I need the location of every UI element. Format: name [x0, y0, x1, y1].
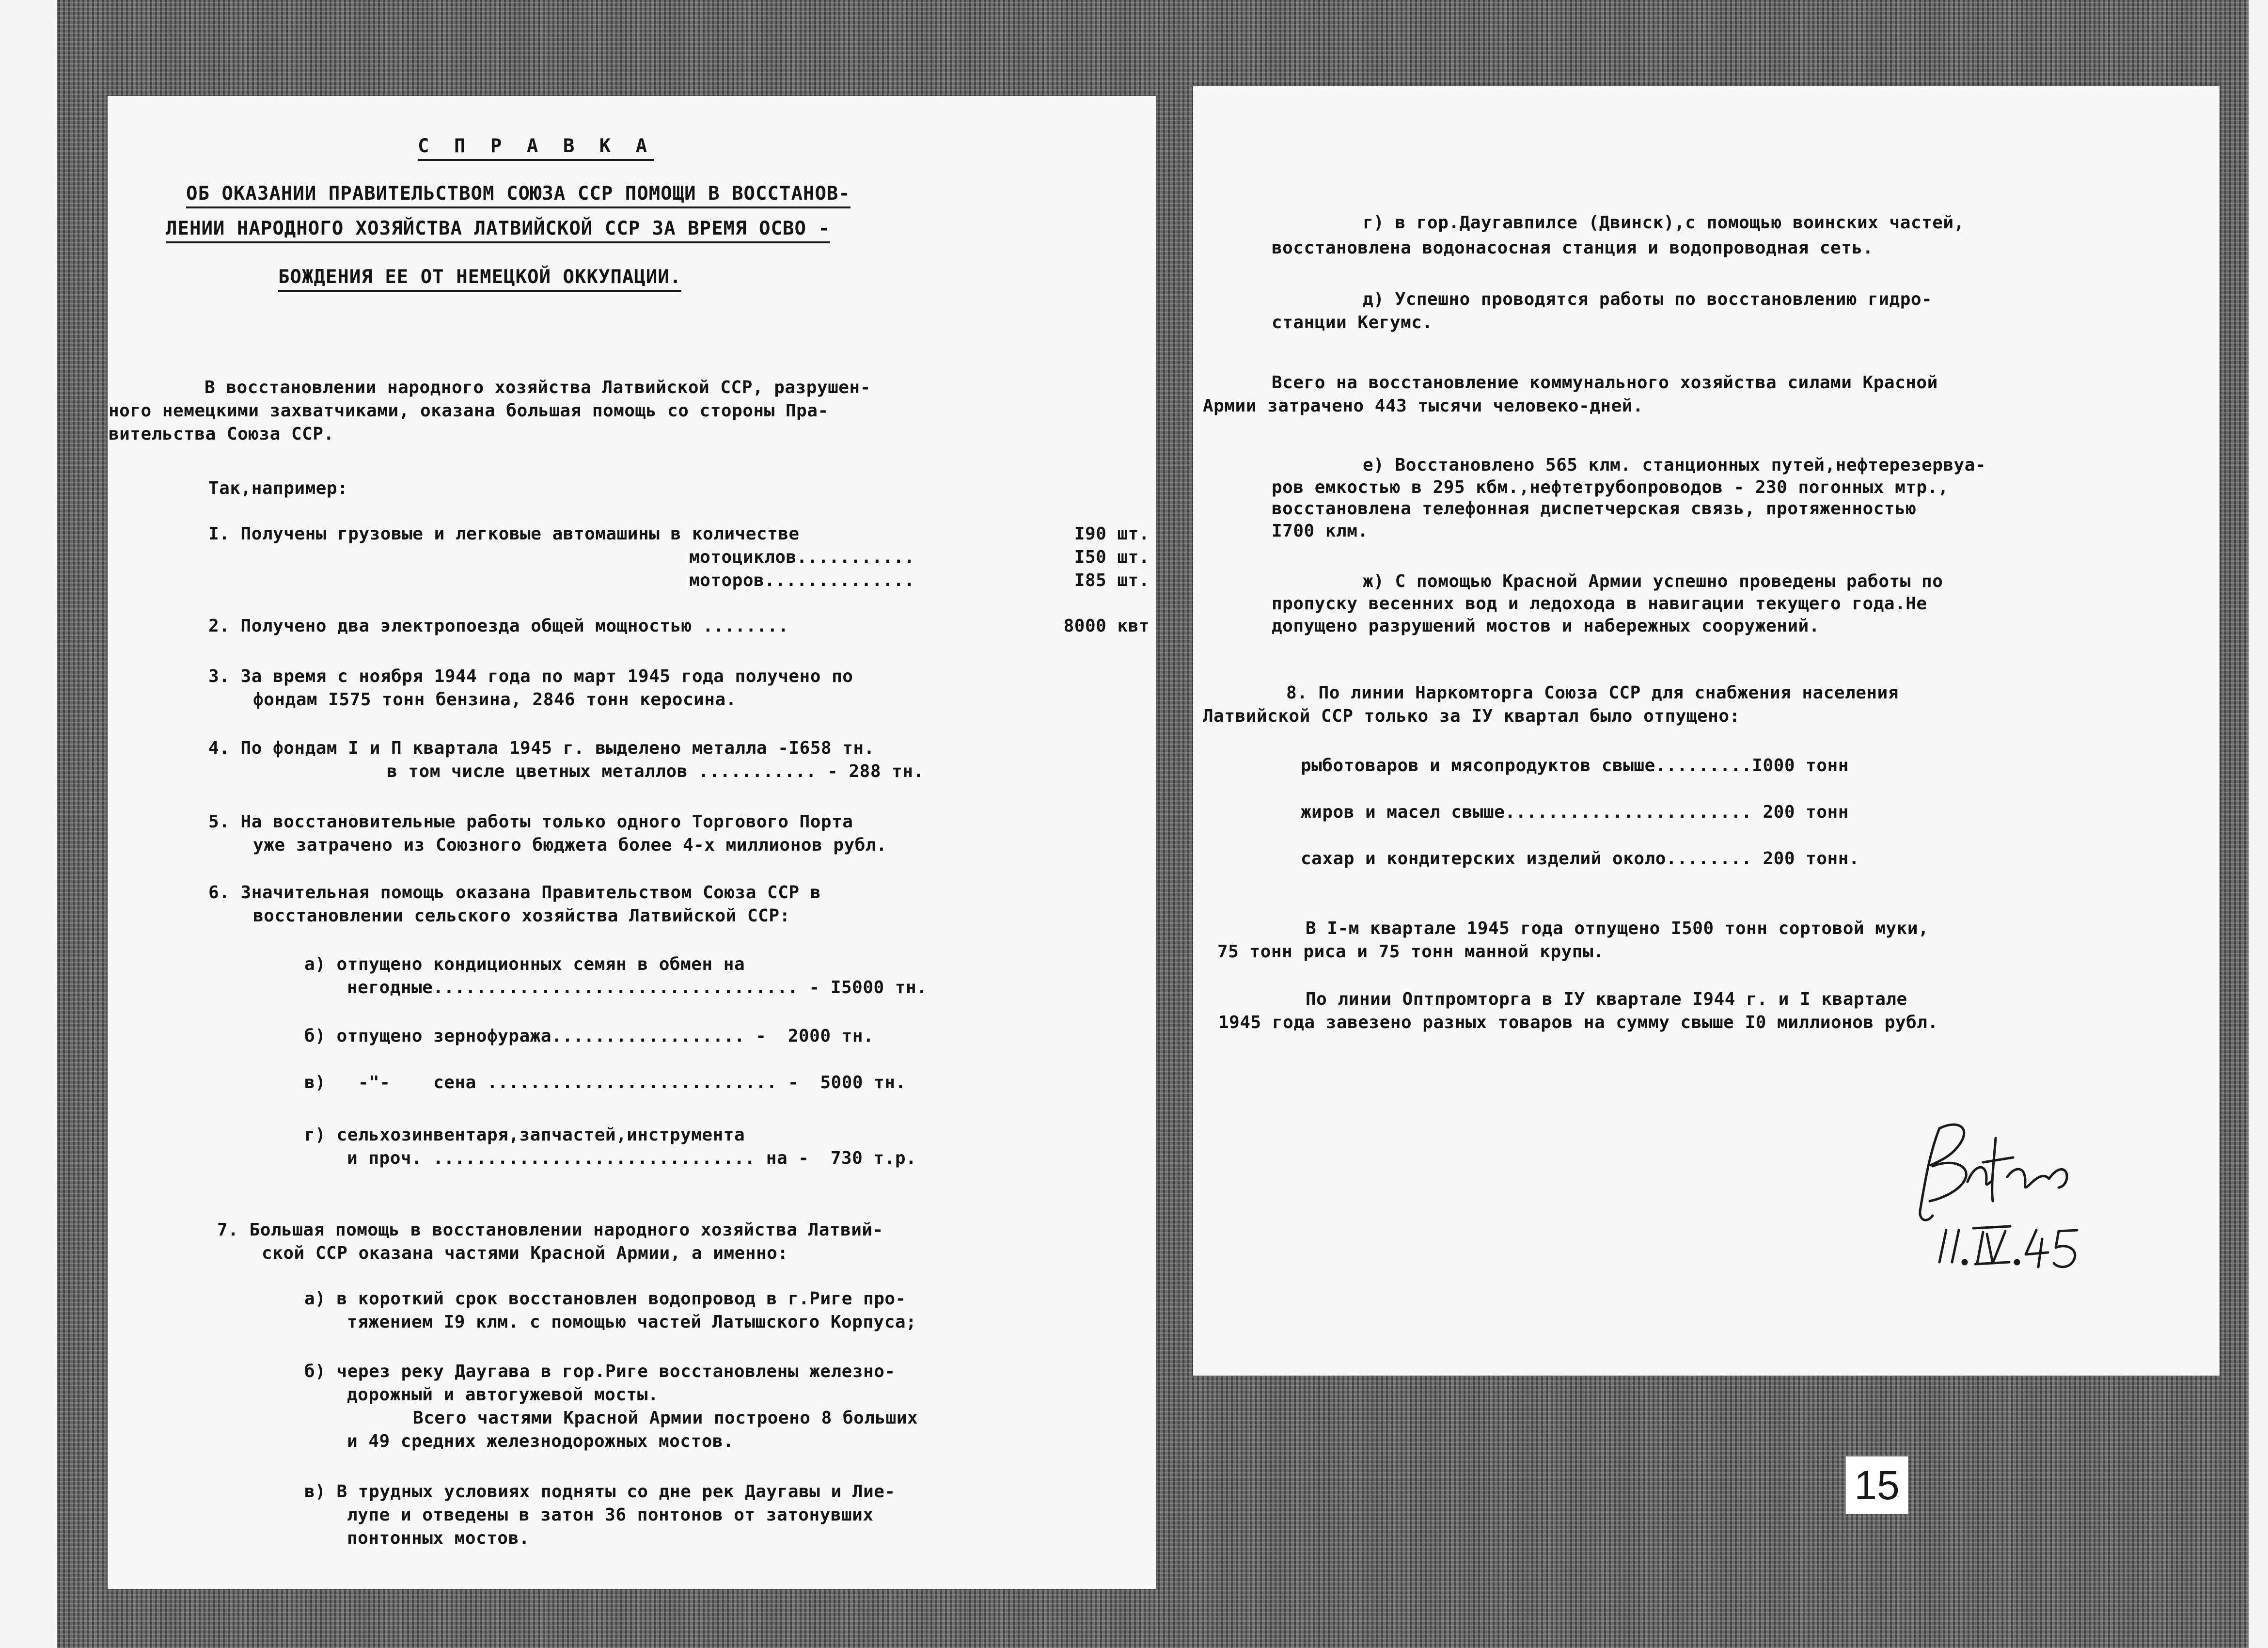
intro-line-3: вительства Союза ССР. [109, 424, 334, 444]
subtitle-line-3: БОЖДЕНИЯ ЕЕ ОТ НЕМЕЦКОЙ ОККУПАЦИИ. [278, 266, 681, 292]
item-7e-line-1: е) Восстановлено 565 клм. станционных путей,нефтерезервуа- [1363, 455, 1986, 475]
item-5-line-2: уже затрачено из Союзного бюджета более 4-х миллионов рубл. [253, 835, 887, 855]
item-7g-line-2: восстановлена водонасосная станция и водопроводная сеть. [1272, 238, 1874, 258]
item-7a-line-1: а) в короткий срок восстановлен водопровод в г.Риге про- [304, 1289, 906, 1309]
item-7zh-line-2: пропуску весенних вод и ледохода в навигации текущего года.Не [1272, 594, 1927, 614]
page-number: 15 [1845, 1456, 1908, 1514]
item-4-line-1: 4. По фондам I и П квартала 1945 г. выделено металла -I658 тн. [208, 738, 875, 758]
supply-fish-meat: рыботоваров и мясопродуктов свыше.........I000 тонн [1301, 756, 1849, 776]
item-7e-line-4: I700 клм. [1272, 521, 1369, 541]
item-6-line-2: восстановлении сельского хозяйства Латвийской ССР: [253, 906, 790, 926]
q1-line-2: 75 тонн риса и 75 тонн манной крупы. [1217, 942, 1605, 962]
item-7e-line-3: восстановлена телефонная диспетчерская связь, протяженностью [1272, 499, 1917, 519]
item-7d-line-2: станции Кегумс. [1272, 313, 1433, 333]
optpromtorg-line-2: 1945 года завезено разных товаров на сумму свыше I0 миллионов рубл. [1218, 1013, 1938, 1032]
item-3-line-2: фондам I575 тонн бензина, 2846 тонн керосина. [253, 690, 737, 710]
item-1-text: I. Получены грузовые и легковые автомашины в количестве [208, 524, 800, 544]
item-7c-line-2: лупе и отведены в затон 36 понтонов от затонувших [347, 1505, 874, 1525]
item-7c-line-3: понтонных мостов. [347, 1528, 530, 1548]
item-7-line-1: 7. Большая помощь в восстановлении народного хозяйства Латвий- [217, 1220, 883, 1240]
intro-line-1: В восстановлении народного хозяйства Латвийской ССР, разрушен- [205, 378, 871, 397]
item-7zh-line-3: допущено разрушений мостов и набережных сооружений. [1272, 616, 1820, 636]
document-title: С П Р А В К А [418, 135, 654, 161]
item-7b-line-2: дорожный и автогужевой мосты. [347, 1385, 659, 1405]
total-line-1: Всего на восстановление коммунального хозяйства силами Красной [1272, 373, 1938, 393]
item-1-motors: моторов.............. [689, 570, 915, 590]
item-1-motors-value: I85 шт. [1074, 570, 1150, 590]
item-6b: б) отпущено зернофуража.................. - 2000 тн. [304, 1026, 874, 1046]
handwritten-signature [1910, 1109, 2095, 1288]
scan-margin-left [0, 0, 57, 1648]
supply-fats-oils: жиров и масел свыше....................... 200 тонн [1301, 802, 1849, 822]
scan-margin-right [2249, 0, 2268, 1648]
item-7-line-2: ской ССР оказана частями Красной Армии, а именно: [262, 1243, 788, 1263]
item-6-line-1: 6. Значительная помощь оказана Правительством Союза ССР в [208, 883, 821, 903]
item-6d-line-1: г) сельхозинвентаря,запчастей,инструмента [304, 1125, 745, 1145]
item-3-line-1: 3. За время с ноября 1944 года по март 1945 года получено по [208, 666, 853, 686]
document-page-left [108, 96, 1156, 1589]
example-heading: Так,например: [208, 478, 348, 498]
item-7zh-line-1: ж) С помощью Красной Армии успешно проведены работы по [1363, 571, 1943, 591]
item-1-value: I90 шт. [1074, 524, 1150, 544]
supply-sugar: сахар и кондитерских изделий около........ 200 тонн. [1301, 849, 1860, 869]
optpromtorg-line-1: По линии Оптпромторга в IУ квартале I944 г. и I квартале [1306, 989, 1907, 1009]
item-4-line-2: в том числе цветных металлов ........... - 288 тн. [387, 761, 924, 781]
item-6c: в) -"- сена ........................... - 5000 тн. [304, 1073, 906, 1093]
item-5-line-1: 5. На восстановительные работы только одного Торгового Порта [208, 812, 853, 832]
item-6d-line-2: и проч. .............................. на - 730 т.р. [347, 1148, 917, 1168]
item-8-line-2: Латвийской ССР только за IУ квартал было отпущено: [1203, 706, 1740, 726]
item-7c-line-1: в) В трудных условиях подняты со дне рек Даугавы и Лие- [304, 1482, 896, 1502]
item-7b-line-3: Всего частями Красной Армии построено 8 больших [413, 1408, 918, 1428]
subtitle-line-2: ЛЕНИИ НАРОДНОГО ХОЗЯЙСТВА ЛАТВИЙСКОЙ ССР ЗА ВРЕМЯ ОСВО - [166, 217, 830, 243]
document-page-right [1193, 86, 2220, 1376]
intro-line-2: ного немецкими захватчиками, оказана большая помощь со стороны Пра- [109, 401, 829, 421]
item-2-text: 2. Получено два электропоезда общей мощностью ........ [208, 616, 789, 636]
item-7d-line-1: д) Успешно проводятся работы по восстановлению гидро- [1363, 289, 1933, 309]
item-2-value: 8000 квт [1063, 616, 1150, 636]
item-6a-line-1: а) отпущено кондиционных семян в обмен на [304, 954, 745, 974]
item-7a-line-2: тяжением I9 клм. с помощью частей Латышского Корпуса; [347, 1312, 917, 1332]
subtitle-line-1: ОБ ОКАЗАНИИ ПРАВИТЕЛЬСТВОМ СОЮЗА ССР ПОМОЩИ В ВОССТАНОВ- [186, 182, 850, 208]
item-7e-line-2: ров емкостью в 295 кбм.,нефтетрубопроводов - 230 погонных мтр., [1272, 477, 1949, 497]
total-line-2: Армии затрачено 443 тысячи человеко-дней. [1203, 396, 1644, 416]
item-6a-line-2: негодные.................................. - I5000 тн. [347, 978, 928, 998]
item-1-motorcycles-value: I50 шт. [1074, 547, 1150, 567]
item-1-motorcycles: мотоциклов........... [689, 547, 915, 567]
item-8-line-1: 8. По линии Наркомторга Союза ССР для снабжения населения [1286, 683, 1899, 703]
item-7b-line-1: б) через реку Даугава в гор.Риге восстановлены железно- [304, 1362, 896, 1381]
item-7g-line-1: г) в гор.Даугавпилсе (Двинск),с помощью воинских частей, [1363, 213, 1965, 233]
item-7b-line-4: и 49 средних железнодорожных мостов. [347, 1431, 734, 1451]
q1-line-1: В I-м квартале 1945 года отпущено I500 тонн сортовой муки, [1306, 919, 1929, 938]
